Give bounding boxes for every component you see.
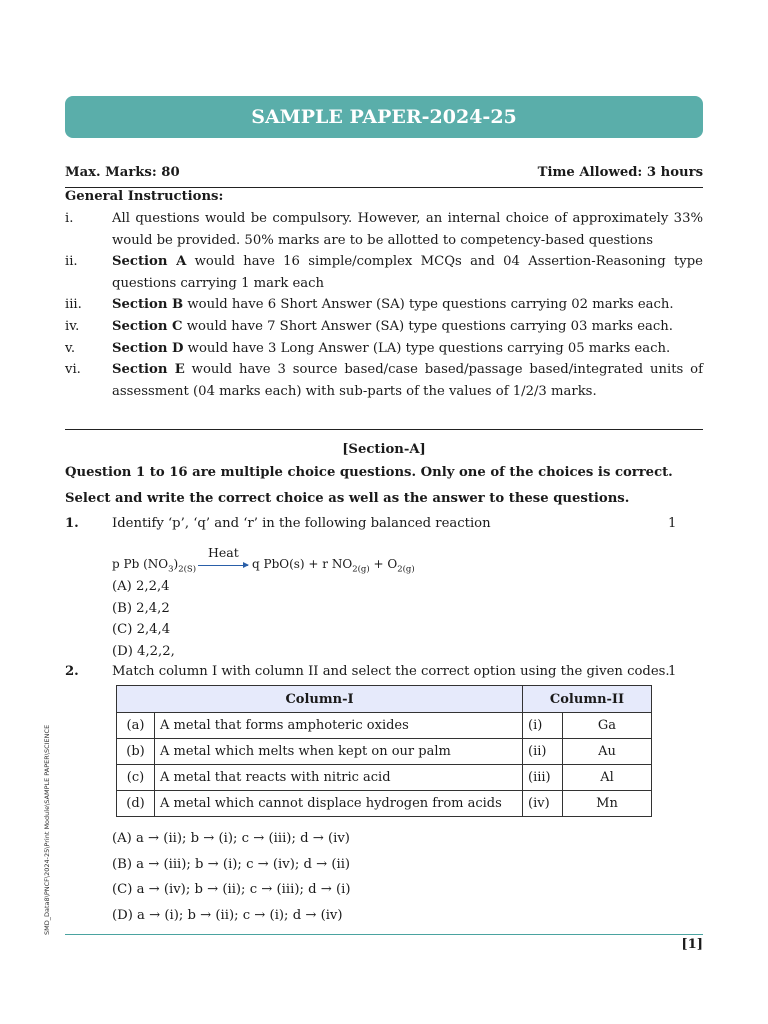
row-description: A metal that reacts with nitric acid bbox=[155, 765, 523, 791]
divider bbox=[65, 429, 703, 430]
question-text: Match column I with column II and select the correct option using the given codes. bbox=[112, 664, 670, 679]
match-label: (iv) bbox=[523, 791, 563, 817]
match-value: Au bbox=[563, 739, 652, 765]
table-row bbox=[117, 739, 652, 765]
question-marks: 1 bbox=[668, 516, 677, 531]
chemical-reaction bbox=[112, 545, 512, 575]
instruction-detail: would have 3 source based/case based/passage based/integrated units of assessment (04 marks each) with sub-parts of the values of 1/2/3 marks. bbox=[112, 362, 703, 399]
row-description: A metal which cannot displace hydrogen from acids bbox=[155, 791, 523, 817]
option: (D) a → (i); b → (ii); c → (i); d → (iv) bbox=[112, 908, 343, 924]
instruction-number: iii. bbox=[65, 297, 82, 313]
page-number: [1] bbox=[681, 937, 703, 952]
match-table bbox=[116, 685, 652, 817]
paper-title-banner: SAMPLE PAPER-2024-25 bbox=[65, 96, 703, 138]
question-number: 1. bbox=[65, 516, 79, 531]
match-label: (i) bbox=[523, 713, 563, 739]
instruction-text bbox=[112, 251, 703, 294]
row-description: A metal that forms amphoteric oxides bbox=[155, 713, 523, 739]
section-name: Section C bbox=[112, 318, 183, 334]
reaction-reactants: p Pb $(NO_3)_{2(S)}$ bbox=[112, 557, 197, 575]
instruction-item bbox=[65, 251, 703, 294]
instruction-detail: would have 6 Short Answer (SA) type questions carrying 02 marks each. bbox=[183, 297, 674, 313]
table-row bbox=[117, 765, 652, 791]
option: (C) a → (iv); b → (ii); c → (iii); d → (i) bbox=[112, 882, 351, 898]
option: (B) a → (iii); b → (i); c → (iv); d → (ii) bbox=[112, 856, 351, 872]
instruction-number: ii. bbox=[65, 254, 78, 270]
section-name: Section B bbox=[112, 297, 184, 313]
instruction-item bbox=[65, 338, 703, 360]
instruction-item bbox=[65, 294, 703, 316]
table-row bbox=[117, 713, 652, 739]
match-value: Al bbox=[563, 765, 652, 791]
option: (A) a → (ii); b → (i); c → (iii); d → (iv) bbox=[112, 831, 350, 846]
reaction-condition: Heat bbox=[208, 545, 239, 560]
instruction-text bbox=[112, 316, 703, 338]
instruction-detail: would have 7 Short Answer (SA) type questions carrying 03 marks each. bbox=[182, 318, 673, 334]
instruction-number: vi. bbox=[65, 362, 81, 378]
instruction-number: v. bbox=[65, 340, 76, 356]
section-name: Section E bbox=[112, 362, 185, 378]
match-value: Mn bbox=[563, 791, 652, 817]
max-marks: Max. Marks: 80 bbox=[65, 165, 180, 180]
reaction-products: q PbO(s) + r $NO_{2(g)} + O_{2(g)}$ bbox=[252, 557, 415, 575]
time-allowed: Time Allowed: 3 hours bbox=[537, 165, 703, 180]
section-name: Section A bbox=[112, 254, 187, 270]
table-row bbox=[117, 791, 652, 817]
instruction-item bbox=[65, 359, 703, 402]
column-1-header: Column-I bbox=[117, 686, 523, 713]
question-marks: 1 bbox=[668, 664, 677, 679]
section-a-title: [Section-A] bbox=[342, 442, 426, 457]
option: (A) 2,2,4 bbox=[112, 579, 170, 594]
row-label: (c) bbox=[117, 765, 155, 791]
option: (B) 2,4,2 bbox=[112, 600, 170, 616]
section-a-intro: Question 1 to 16 are multiple choice questions. Only one of the choices is correct. Select and write the correct choice as well as the answer to these questions. bbox=[65, 465, 673, 506]
instructions-list bbox=[65, 208, 703, 402]
row-label: (a) bbox=[117, 713, 155, 739]
instruction-number: iv. bbox=[65, 318, 80, 334]
instruction-text bbox=[112, 294, 703, 316]
section-name: Section D bbox=[112, 340, 184, 356]
instruction-detail: would have 3 Long Answer (LA) type questions carrying 05 marks each. bbox=[183, 340, 671, 356]
instruction-item bbox=[65, 316, 703, 338]
table-header-row bbox=[117, 686, 652, 713]
instruction-item bbox=[65, 208, 703, 251]
marks-time-row bbox=[65, 165, 703, 180]
question-number: 2. bbox=[65, 664, 79, 679]
reaction-arrow-icon bbox=[198, 565, 248, 566]
row-label: (b) bbox=[117, 739, 155, 765]
general-instructions-title: General Instructions: bbox=[65, 189, 224, 204]
row-description: A metal which melts when kept on our palm bbox=[155, 739, 523, 765]
instruction-detail: would have 16 simple/complex MCQs and 04 Assertion-Reasoning type questions carrying 1 mark each bbox=[112, 254, 703, 291]
side-file-path: SMD_Data8\PNCF\2024-25\Print Module\SAMPLE PAPER\SCIENCE bbox=[43, 724, 51, 935]
question-2-options bbox=[112, 826, 350, 929]
option: (D) 4,2,2, bbox=[112, 643, 175, 659]
instruction-text bbox=[112, 359, 703, 402]
option: (C) 2,4,4 bbox=[112, 622, 171, 637]
footer-rule bbox=[65, 934, 703, 935]
match-value: Ga bbox=[563, 713, 652, 739]
column-2-header: Column-II bbox=[523, 686, 652, 713]
question-text: Identify ‘p’, ‘q’ and ‘r’ in the following balanced reaction bbox=[112, 516, 491, 531]
instruction-text bbox=[112, 338, 703, 360]
instruction-number: i. bbox=[65, 211, 74, 226]
instruction-text: All questions would be compulsory. However, an internal choice of approximately 33% would be provided. 50% marks are to be allotted to competency-based questions bbox=[112, 211, 703, 248]
match-label: (ii) bbox=[523, 739, 563, 765]
question-1-options bbox=[112, 576, 175, 662]
row-label: (d) bbox=[117, 791, 155, 817]
match-label: (iii) bbox=[523, 765, 563, 791]
divider bbox=[65, 187, 703, 188]
